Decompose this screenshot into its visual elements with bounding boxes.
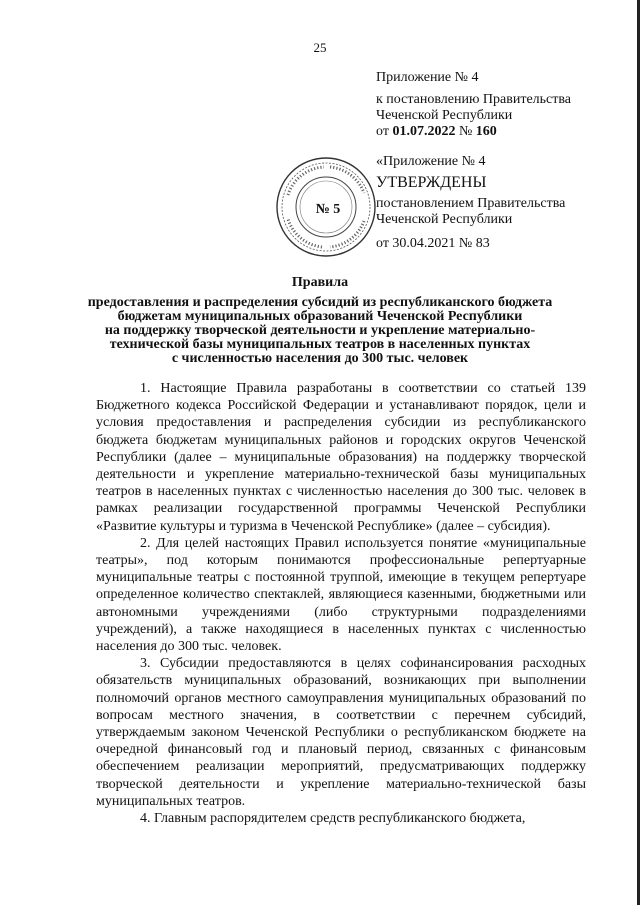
appendix-header — [376, 70, 626, 140]
appendix-line: Чеченской Республики — [376, 108, 513, 123]
paragraph: 4. Главным распорядителем средств республиканского бюджета, — [140, 811, 526, 827]
appendix-date: 01.07.2022 — [392, 124, 456, 139]
approval-line: постановлением Правительства — [376, 196, 566, 211]
approval-line: Чеченской Республики — [376, 212, 513, 227]
approval-line: «Приложение № 4 — [376, 154, 486, 169]
approval-date: от 30.04.2021 № 83 — [376, 236, 490, 251]
title-line: технической базы муниципальных театров в населенных пунктах — [109, 337, 531, 352]
title-line: с численностью населения до 300 тыс. человек — [171, 351, 469, 366]
appendix-line: к постановлению Правительства — [376, 92, 572, 107]
approval-block — [376, 154, 626, 252]
appendix-line: Приложение № 4 — [376, 70, 479, 85]
appendix-number-label: № — [455, 124, 476, 139]
title-main: Правила — [291, 275, 349, 290]
paragraph: 1. Настоящие Правила разработаны в соответствии со статьей 139 Бюджетного кодекса Российской Федерации и устанавливают порядок, цели и условия предоставления и распределения субсидии из республиканского бюджета бюджетам муниципальных районов и городских округов Чеченской Республики (далее – муниципальные образования) на поддержку творческой деятельности и укрепление материально-технической базы муниципальных театров в населенных пунктах с численностью населения до 300 тыс. человек в рамках реализации государственной программы Чеченской Республики «Развитие культуры и туризма в Чеченской Республике» (далее – субсидия). — [96, 381, 586, 534]
paragraph: 3. Субсидии предоставляются в целях софинансирования расходных обязательств муниципальных образований, возникающих при выполнении полномочий органов местного самоуправления муниципальных образований по вопросам местного значения, в соответствии с перечнем субсидий, утверждаемым законом Чеченской Республики о республиканском бюджете на очередной финансовый год и плановый период, связанных с финансовым обеспечением реализации мероприятий, предусматривающих поддержку творческой деятельности и укрепление материально-технической базы муниципальных театров. — [96, 656, 586, 809]
title-line: на поддержку творческой деятельности и укрепление материально- — [104, 323, 536, 338]
appendix-date-line — [376, 124, 626, 140]
stamp-label: № 5 — [315, 202, 341, 217]
document-body — [96, 380, 586, 827]
appendix-number: 160 — [475, 124, 497, 139]
paragraph: 2. Для целей настоящих Правил используется понятие «муниципальные театры», под которым понимаются профессиональные репертуарные муниципальные театры с постоянной труппой, имеющие в текущем репертуаре определенное количество спектаклей, являющиеся казенными, бюджетными или автономными учреждениями (либо структурными подразделениями учреждений), а также находящиеся в населенных пунктах с численностью населения до 300 тыс. человек. — [96, 535, 586, 655]
document-title — [0, 276, 640, 366]
page-number: 25 — [313, 40, 327, 55]
title-line: бюджетам муниципальных образований Чеченской Республики — [117, 309, 523, 324]
appendix-from-prefix: от — [376, 124, 393, 139]
title-line: предоставления и распределения субсидий из республиканского бюджета — [87, 295, 553, 310]
official-seal-stamp — [274, 155, 378, 259]
approval-title: УТВЕРЖДЕНЫ — [376, 174, 487, 191]
